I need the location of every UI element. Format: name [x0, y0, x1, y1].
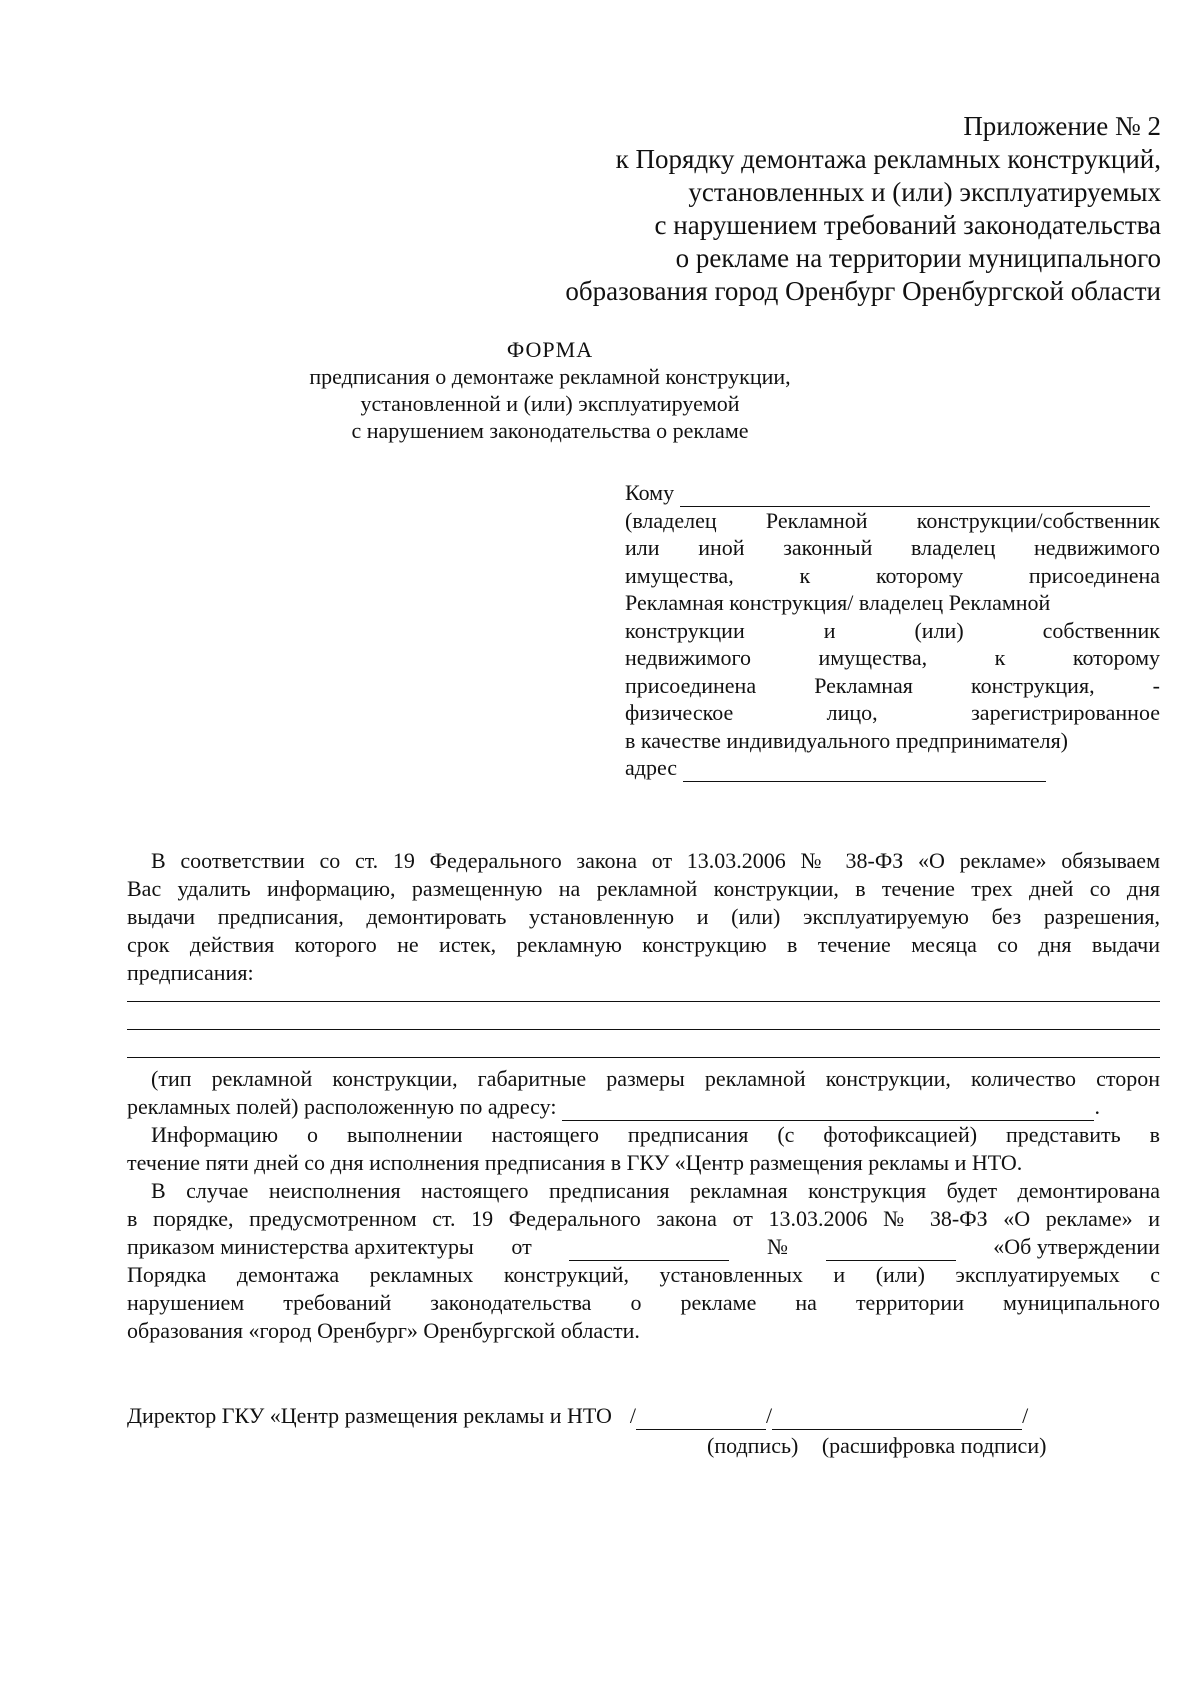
recipient-desc-line: имущества, к которому присоединена: [625, 562, 1160, 588]
form-title: ФОРМА: [506, 337, 594, 362]
paragraph-line: Информацию о выполнении настоящего предписания (с фотофиксацией) представить в: [151, 1122, 1160, 1147]
caption-signature: (подпись): [707, 1433, 799, 1458]
slash: /: [629, 1403, 637, 1428]
appendix-header: [461, 110, 1161, 308]
appendix-line: с нарушением требований законодательства: [654, 210, 1161, 240]
recipient-desc-line: недвижимого имущества, к которому: [625, 645, 1160, 670]
order-number-label: №: [766, 1234, 788, 1259]
recipient-address-field[interactable]: [683, 757, 1046, 782]
recipient-desc-line: (владелец Рекламной конструкции/собственник: [625, 507, 1160, 533]
appendix-line: образования город Оренбург Оренбургской области: [565, 276, 1161, 306]
slash: /: [766, 1403, 773, 1428]
paragraph-line: В соответствии со ст. 19 Федерального закона от 13.03.2006 № 38-ФЗ «О рекламе» обязываем: [151, 848, 1160, 873]
appendix-line: установленных и (или) эксплуатируемых: [688, 177, 1161, 207]
paragraph-consequence: [127, 1177, 1160, 1345]
appendix-line: к Порядку демонтажа рекламных конструкций,: [615, 144, 1161, 174]
order-reference-row: [127, 1233, 1160, 1261]
paragraph-line: выдачи предписания, демонтировать установленную и (или) эксплуатируемую без разрешения,: [127, 904, 1160, 929]
paragraph-line: Вас удалить информацию, размещенную на рекламной конструкции, в течение трех дней со дня: [127, 876, 1160, 901]
recipient-to-field[interactable]: [680, 482, 1150, 507]
caption-line: (тип рекламной конструкции, габаритные размеры рекламной конструкции, количество сторон: [151, 1066, 1160, 1091]
order-number-field[interactable]: [826, 1238, 956, 1261]
construction-address-field[interactable]: [562, 1098, 1094, 1121]
slash: /: [1022, 1403, 1029, 1428]
appendix-line: Приложение № 2: [963, 111, 1161, 141]
form-subtitle-line: установленной и (или) эксплуатируемой: [360, 391, 740, 416]
order-date-field[interactable]: [569, 1238, 729, 1261]
form-subtitle-line: с нарушением законодательства о рекламе: [351, 418, 749, 443]
signatory-position: Директор ГКУ «Центр размещения рекламы и НТО: [127, 1403, 612, 1428]
recipient-desc-line: в качестве индивидуального предпринимателя): [625, 727, 1069, 753]
order-prefix: приказом министерства архитектуры: [127, 1234, 474, 1259]
paragraph-line: предписания:: [127, 960, 254, 985]
signature-decoding-field[interactable]: [772, 1405, 1022, 1430]
recipient-to-row: [625, 479, 1160, 507]
fill-line[interactable]: [127, 1030, 1160, 1058]
paragraph-line: в порядке, предусмотренном ст. 19 Федерального закона от 13.03.2006 № 38-ФЗ «О рекламе» и: [127, 1206, 1160, 1231]
signature-field[interactable]: [636, 1405, 766, 1430]
recipient-block: [625, 479, 1160, 782]
paragraph-line: течение пяти дней со дня исполнения предписания в ГКУ «Центр размещения рекламы и НТО.: [127, 1150, 1023, 1175]
fill-line[interactable]: [127, 1002, 1160, 1030]
paragraph-line: нарушением требований законодательства о рекламе на территории муниципального: [127, 1290, 1160, 1315]
recipient-address-label: адрес: [625, 755, 678, 780]
signature-captions: [707, 1432, 1046, 1460]
order-from-label: от: [511, 1234, 532, 1259]
construction-fill-lines: [127, 974, 1160, 1058]
form-title-block: [230, 336, 870, 444]
signature-block: [127, 1402, 1160, 1458]
recipient-desc-line: присоединена Рекламная конструкция, -: [625, 672, 1160, 698]
paragraph-line: В случае неисполнения настоящего предписания рекламная конструкция будет демонтирована: [151, 1178, 1160, 1203]
construction-caption: [127, 1065, 1160, 1121]
recipient-address-row: [625, 754, 1160, 782]
recipient-desc-line: или иной законный владелец недвижимого: [625, 535, 1160, 560]
form-subtitle-line: предписания о демонтаже рекламной конструкции,: [309, 364, 791, 389]
caption-decoding: (расшифровка подписи): [821, 1433, 1047, 1458]
paragraph-line: срок действия которого не истек, рекламную конструкцию в течение месяца со дня выдачи: [127, 932, 1160, 957]
caption-address-row: [127, 1093, 1160, 1121]
order-title-start: «Об утверждении: [993, 1234, 1160, 1259]
fill-line[interactable]: [127, 974, 1160, 1002]
signature-row: [127, 1402, 1160, 1430]
recipient-desc-line: конструкции и (или) собственник: [625, 617, 1160, 643]
caption-end: .: [1094, 1094, 1100, 1119]
paragraph-report: [127, 1121, 1160, 1177]
paragraph-main: [127, 847, 1160, 987]
appendix-line: о рекламе на территории муниципального: [675, 243, 1161, 273]
paragraph-line: образования «город Оренбург» Оренбургской области.: [127, 1318, 640, 1343]
recipient-desc-line: физическое лицо, зарегистрированное: [625, 700, 1160, 725]
recipient-desc-line: Рекламная конструкция/ владелец Рекламной: [625, 590, 1051, 615]
recipient-to-label: Кому: [625, 480, 675, 505]
caption-line: рекламных полей) расположенную по адресу:: [127, 1094, 557, 1119]
paragraph-line: Порядка демонтажа рекламных конструкций, установленных и (или) эксплуатируемых с: [127, 1262, 1160, 1287]
